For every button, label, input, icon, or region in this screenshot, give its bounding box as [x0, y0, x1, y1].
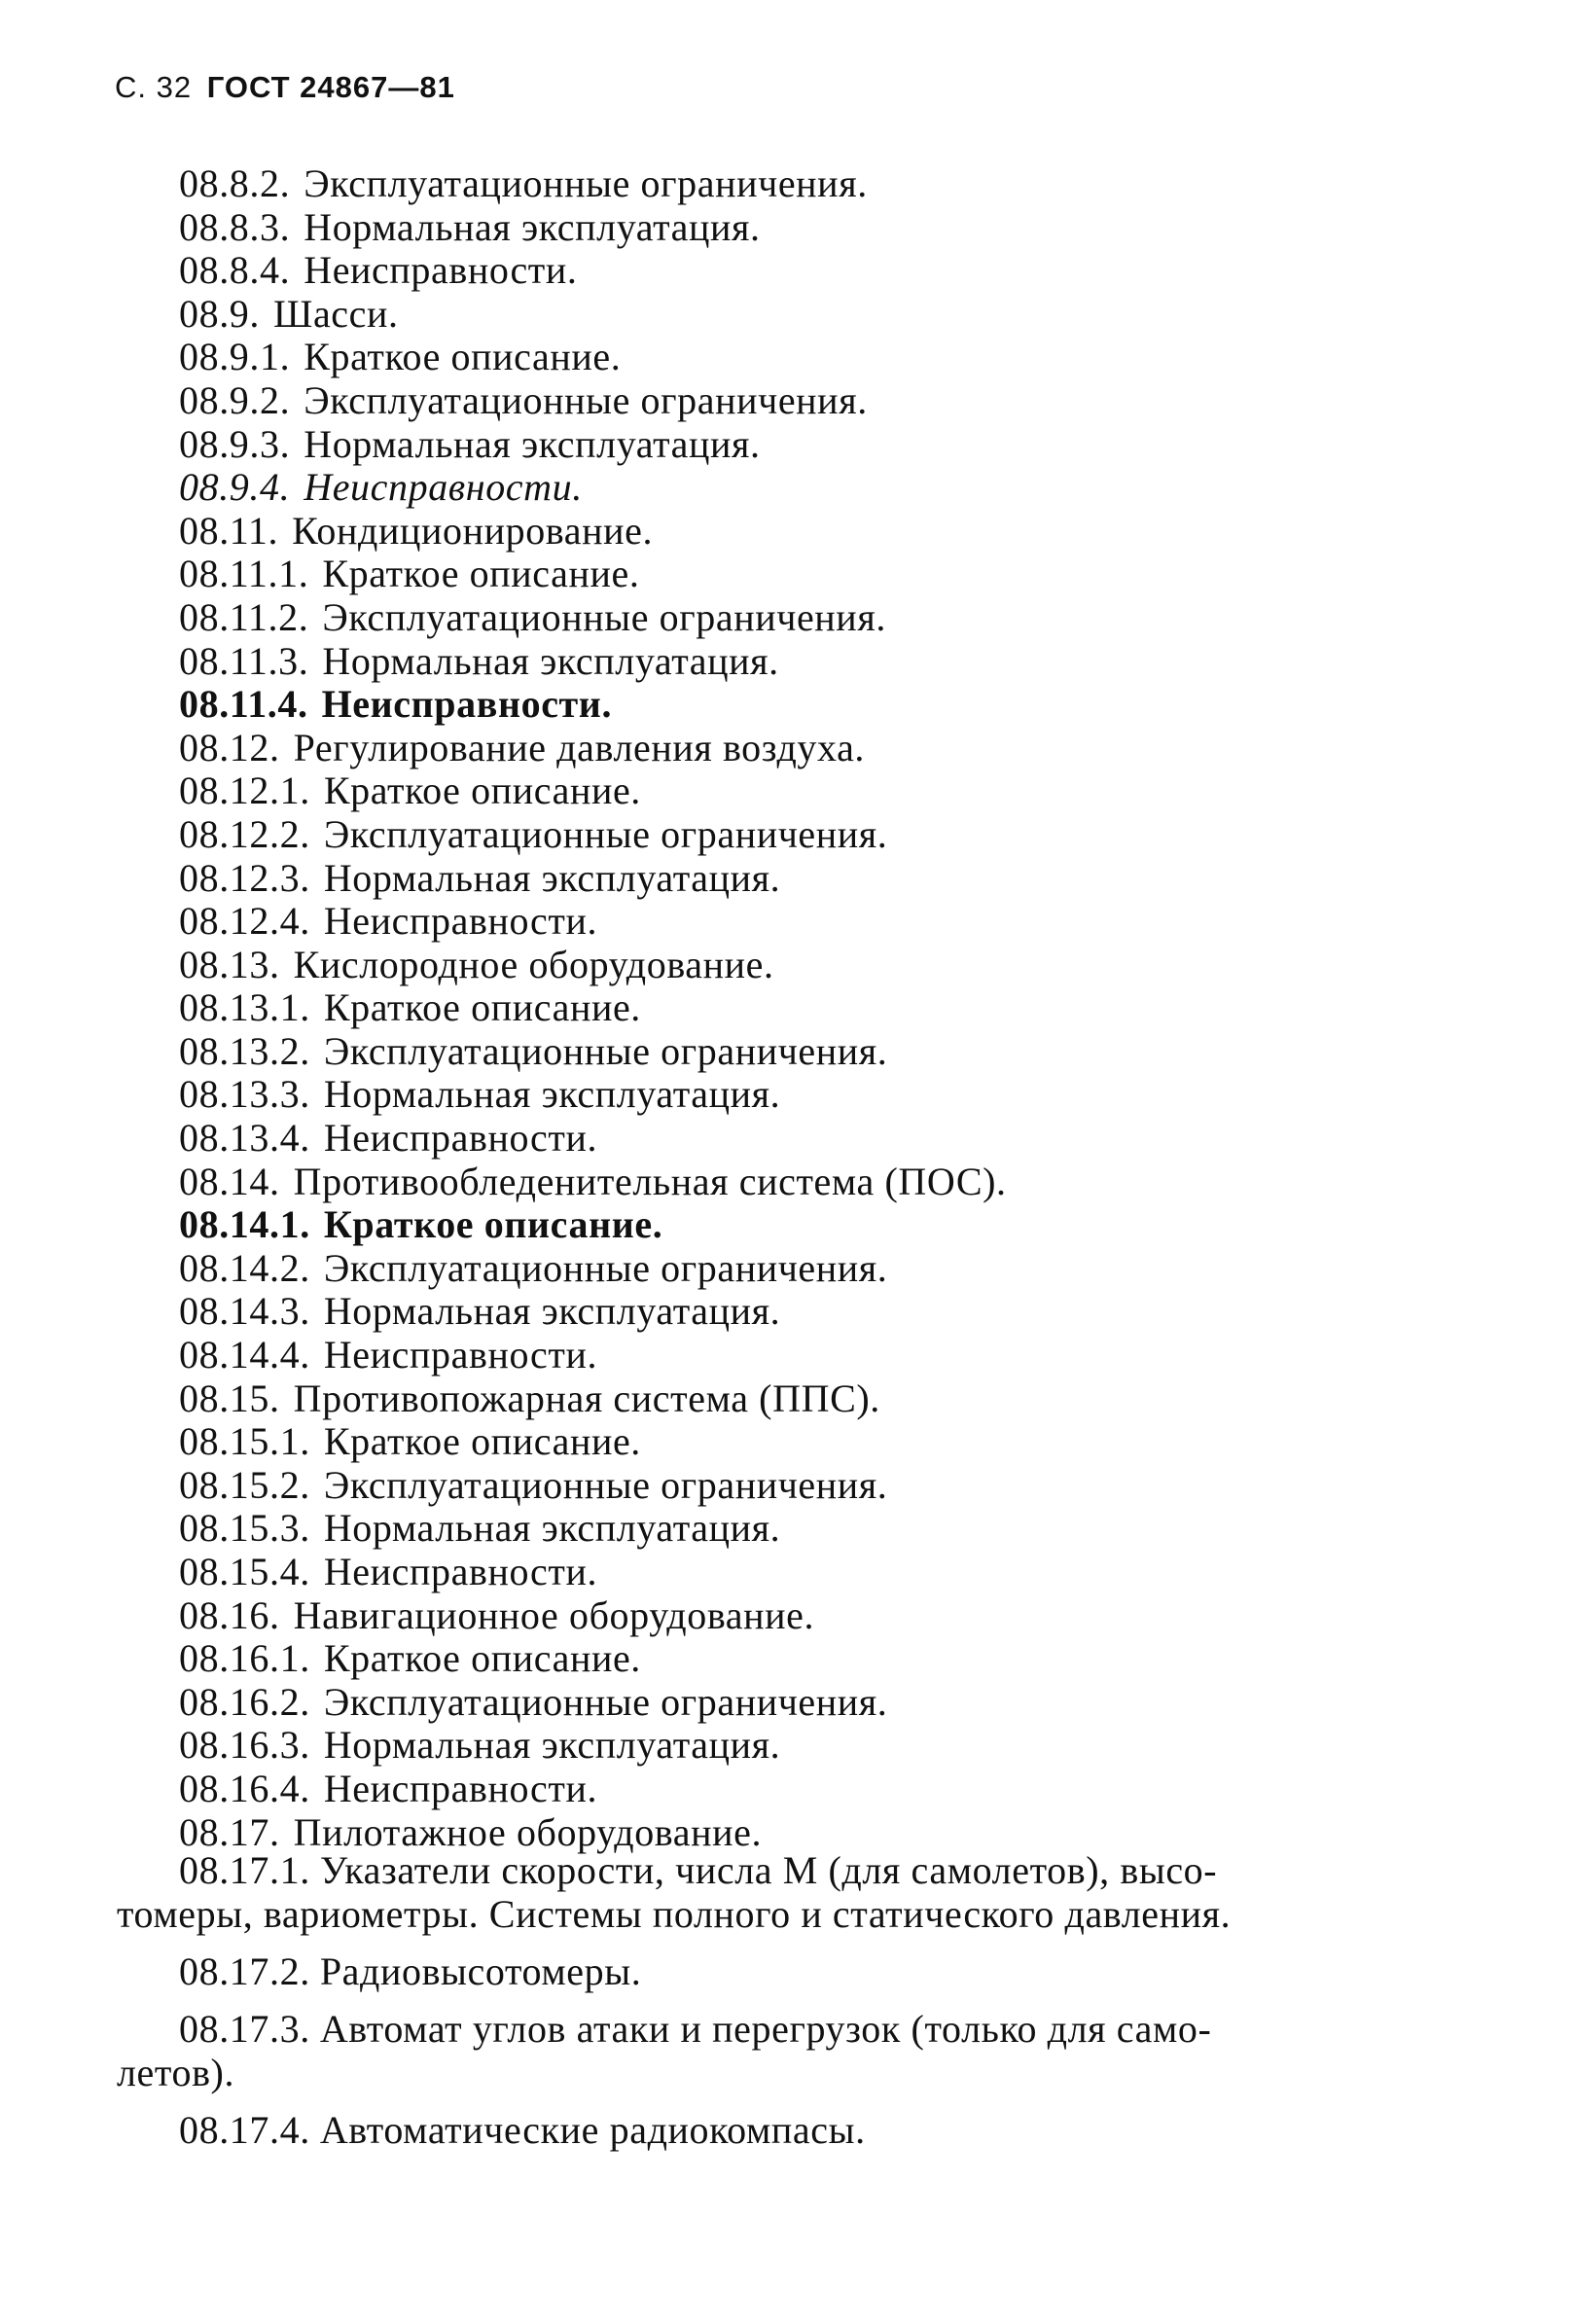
toc-item [179, 1073, 1502, 1117]
toc-item-number: 08.11.1. [179, 552, 309, 596]
toc-item [179, 683, 1502, 727]
toc-item-title: Неисправности. [323, 899, 598, 944]
toc-item-number: 08.9.3. [179, 421, 291, 466]
toc-item-number: 08.12.3. [179, 855, 310, 900]
toc-item [179, 986, 1502, 1030]
toc-item-number: 08.13. [179, 942, 280, 986]
paragraph-text-line-2: томеры, вариометры. Системы полного и статического давления. [117, 1892, 1232, 1936]
paragraph-number: 08.17.1. [179, 1848, 310, 1892]
toc-item [179, 510, 1502, 554]
toc-item-title: Нормальная эксплуатация. [323, 855, 781, 900]
toc-item [179, 769, 1502, 813]
toc-item-title: Эксплуатационные ограничения. [323, 1028, 888, 1073]
toc-item-title: Неисправности. [323, 1550, 598, 1593]
toc-item [179, 1724, 1502, 1768]
toc-item [179, 1507, 1502, 1551]
toc-item [179, 1551, 1502, 1594]
toc-item [179, 1464, 1502, 1508]
toc-item-number: 08.13.2. [179, 1028, 310, 1073]
paragraph-number: 08.17.4. [179, 2108, 310, 2152]
toc-item-number: 08.15.3. [179, 1506, 310, 1551]
toc-item-title: Кондиционирование. [292, 508, 654, 553]
toc-item-title: Эксплуатационные ограничения. [322, 594, 886, 639]
toc-item [179, 1768, 1502, 1811]
toc-item-title: Эксплуатационные ограничения. [323, 1245, 888, 1290]
paragraph-text-line-1: Радиовысотомеры. [319, 1949, 642, 1993]
toc-item-number: 08.9.4. [179, 465, 291, 510]
toc-item-number: 08.15.4. [179, 1550, 310, 1593]
toc-item-title: Неисправности. [323, 1333, 598, 1377]
toc-item-title: Неисправности. [304, 248, 578, 293]
toc-item-title: Неисправности. [323, 1116, 598, 1161]
toc-item-title: Нормальная эксплуатация. [304, 421, 761, 466]
toc-item-number: 08.14.1. [179, 1202, 310, 1247]
toc-item-title: Краткое описание. [322, 552, 640, 596]
toc-item-number: 08.15.2. [179, 1462, 310, 1507]
toc-item-title: Неисправности. [304, 465, 583, 510]
toc-item [179, 1420, 1502, 1464]
toc-item-number: 08.11.4. [179, 682, 308, 727]
toc-item-title: Эксплуатационные ограничения. [323, 1679, 888, 1724]
toc-item-number: 08.17. [179, 1809, 280, 1854]
toc-item-number: 08.14. [179, 1159, 280, 1203]
toc-item-title: Эксплуатационные ограничения. [323, 811, 888, 856]
page-header [115, 70, 455, 105]
toc-item [179, 1161, 1502, 1204]
toc-item-title: Краткое описание. [323, 1202, 663, 1247]
toc-item-number: 08.8.4. [179, 248, 291, 293]
toc-item-title: Шасси. [273, 291, 399, 336]
toc-item [179, 727, 1502, 770]
toc-item-number: 08.13.3. [179, 1072, 310, 1117]
paragraph-08-17-2 [179, 1949, 1487, 1993]
toc-item-title: Краткое описание. [323, 769, 641, 813]
toc-item-title: Неисправности. [323, 1766, 598, 1810]
toc-item-number: 08.15. [179, 1376, 280, 1420]
toc-item-number: 08.14.4. [179, 1333, 310, 1377]
toc-item [179, 1247, 1502, 1291]
toc-item-number: 08.9.2. [179, 377, 291, 422]
toc-item-title: Неисправности. [321, 682, 613, 727]
toc-item-title: Эксплуатационные ограничения. [304, 377, 868, 422]
toc-item [179, 1117, 1502, 1161]
toc-item-title: Противообледенительная система (ПОС). [293, 1159, 1007, 1203]
toc-item [179, 1290, 1502, 1334]
toc-item [179, 293, 1502, 337]
toc-item [179, 1637, 1502, 1681]
paragraph-block [117, 1848, 1487, 2152]
toc-item-title: Нормальная эксплуатация. [323, 1289, 781, 1334]
toc-item-title: Регулирование давления воздуха. [293, 725, 866, 769]
toc-item-number: 08.13.1. [179, 985, 310, 1030]
toc-item [179, 640, 1502, 684]
toc-item-number: 08.16.2. [179, 1679, 310, 1724]
paragraph-text-line-1: Автомат углов атаки и перегрузок (только для само- [319, 2007, 1212, 2051]
toc-item [179, 813, 1502, 857]
toc-item [179, 1203, 1502, 1247]
toc-item-title: Краткое описание. [323, 1636, 641, 1681]
toc-item-title: Навигационное оборудование. [293, 1592, 815, 1637]
toc-item-number: 08.12.4. [179, 899, 310, 944]
toc-item-title: Нормальная эксплуатация. [323, 1506, 781, 1551]
toc-item [179, 944, 1502, 987]
toc-item-number: 08.12. [179, 725, 280, 769]
toc-item-number: 08.8.2. [179, 161, 291, 205]
paragraph-08-17-3 [117, 2007, 1487, 2094]
toc-item-title: Нормальная эксплуатация. [304, 204, 761, 249]
toc-item [179, 596, 1502, 640]
paragraph-text-line-2: летов). [117, 2051, 235, 2094]
document-code: ГОСТ 24867—81 [206, 70, 455, 104]
toc-item-title: Краткое описание. [323, 985, 641, 1030]
toc-item [179, 857, 1502, 901]
toc-item [179, 249, 1502, 293]
paragraph-text-line-1: Указатели скорости, числа М (для самолетов), высо- [319, 1848, 1218, 1892]
toc-item-number: 08.11. [179, 508, 279, 553]
toc-item-number: 08.16. [179, 1592, 280, 1637]
toc-item [179, 1030, 1502, 1074]
toc-item [179, 1334, 1502, 1377]
toc-item-number: 08.9.1. [179, 335, 291, 379]
paragraph-08-17-4 [179, 2108, 1487, 2152]
toc-item [179, 553, 1502, 596]
toc-item [179, 379, 1502, 423]
toc-item-number: 08.11.3. [179, 638, 309, 683]
toc-item [179, 1681, 1502, 1725]
toc-item-title: Нормальная эксплуатация. [323, 1072, 781, 1117]
toc-item-number: 08.9. [179, 291, 260, 336]
toc-item-title: Нормальная эксплуатация. [323, 1723, 781, 1768]
toc-item-title: Эксплуатационные ограничения. [323, 1462, 888, 1507]
toc-item-number: 08.15.1. [179, 1419, 310, 1464]
toc-item-number: 08.13.4. [179, 1116, 310, 1161]
toc-item-number: 08.14.2. [179, 1245, 310, 1290]
toc-item-number: 08.11.2. [179, 594, 309, 639]
toc-item [179, 1594, 1502, 1638]
toc-item [179, 336, 1502, 379]
toc-item-title: Противопожарная система (ППС). [293, 1376, 880, 1420]
page-number: С. 32 [115, 70, 193, 104]
toc-item-title: Эксплуатационные ограничения. [304, 161, 868, 205]
toc-item-number: 08.12.1. [179, 769, 310, 813]
toc-item-number: 08.16.4. [179, 1766, 310, 1810]
toc-item-title: Нормальная эксплуатация. [322, 638, 779, 683]
toc-item [179, 466, 1502, 510]
toc-item-number: 08.16.3. [179, 1723, 310, 1768]
toc-item [179, 162, 1502, 206]
toc-item [179, 423, 1502, 467]
toc-item-title: Кислородное оборудование. [293, 942, 774, 986]
toc-item [179, 900, 1502, 944]
toc-item [179, 1377, 1502, 1421]
paragraph-number: 08.17.3. [179, 2007, 310, 2051]
paragraph-number: 08.17.2. [179, 1949, 310, 1993]
toc-item-title: Краткое описание. [304, 335, 622, 379]
toc-item [179, 206, 1502, 250]
toc-item-number: 08.12.2. [179, 811, 310, 856]
paragraph-text-line-1: Автоматические радиокомпасы. [319, 2108, 866, 2152]
toc-item-number: 08.16.1. [179, 1636, 310, 1681]
toc-item-title: Краткое описание. [323, 1419, 641, 1464]
toc-item-number: 08.14.3. [179, 1289, 310, 1334]
toc-item-title: Пилотажное оборудование. [293, 1809, 763, 1854]
contents-list [179, 162, 1502, 1854]
paragraph-08-17-1 [117, 1848, 1487, 1936]
toc-item-number: 08.8.3. [179, 204, 291, 249]
